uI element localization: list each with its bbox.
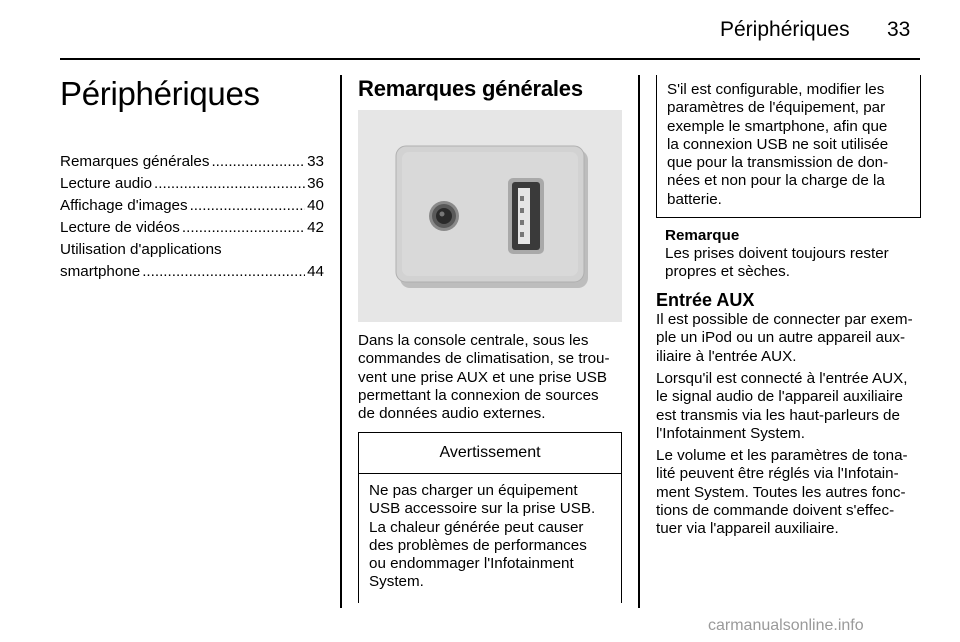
aux-jack-icon [429,201,459,231]
toc-entry[interactable] [60,217,324,239]
aux-usb-port-figure [358,110,622,322]
toc-entry-page: 36 [307,175,324,192]
text-line: Le volume et les paramètres de tona- [656,447,908,464]
warning-continued-text [657,75,920,209]
text-line: Dans la console centrale, sous les [358,332,589,349]
toc-entry-page: 33 [307,153,324,170]
page-number: 33 [887,18,911,41]
toc-leader-dots [182,217,305,239]
toc-leader-dots [211,151,305,173]
watermark: carmanualsonline.info [708,617,864,634]
text-line: est transmis via les haut-parleurs de [656,406,900,424]
text-line: l'Infotainment System. [656,424,805,442]
toc-entry-label: Lecture de vidéos [60,219,180,236]
aux-input-heading: Entrée AUX [656,290,755,310]
text-line: tuer via l'appareil auxiliaire. [656,520,839,538]
toc-entry[interactable] [60,239,324,283]
text-line: Ne pas charger un équipement [369,482,578,499]
text-line: vent une prise AUX et une prise USB [358,368,608,386]
panel-face [402,152,578,276]
text-line: lité peuvent être réglés via l'Infotain- [656,465,899,483]
aux-paragraph-1 [656,311,924,366]
toc-entry-page: 42 [307,219,324,236]
usb-port-icon [508,178,544,254]
header-rule [60,58,920,60]
text-line: System. [369,573,424,591]
text-line: tions de commande doivent s'effec- [656,501,895,519]
text-line: La chaleur générée peut causer [369,518,584,536]
section-intro-paragraph [358,332,626,423]
warning-box-continued [656,75,921,218]
text-line: Lorsqu'il est connecté à l'entrée AUX, [656,370,908,387]
text-line: ment System. Toutes les autres fonc- [656,483,906,501]
text-line: nées et non pour la charge de la [667,172,885,190]
text-line: ou endommager l'Infotainment [369,555,574,573]
text-line: la connexion USB ne soit utilisée [667,135,889,153]
text-line: paramètres de l'équipement, par [667,99,886,117]
aux-usb-panel-illustration [358,110,622,322]
text-line: que pour la transmission de don- [667,154,889,172]
toc-leader-dots [142,261,305,283]
text-line: commandes de climatisation, se trou- [358,350,610,368]
table-of-contents [60,151,324,283]
toc-entry-label-cont: smartphone [60,263,141,280]
text-line: propres et sèches. [665,263,790,281]
running-header-title: Périphériques [720,18,850,41]
toc-leader-dots [190,195,306,217]
warning-heading: Avertissement [359,433,621,474]
column-divider-left [340,75,342,608]
text-line: permettant la connexion de sources [358,386,599,404]
column-divider-right [638,75,640,608]
toc-entry-page: 44 [307,263,324,280]
text-line: iliaire à l'entrée AUX. [656,347,797,365]
warning-box [358,432,622,603]
text-line: des problèmes de performances [369,536,587,554]
toc-entry[interactable] [60,151,324,173]
toc-leader-dots [154,173,305,195]
text-line: Il est possible de connecter par exem- [656,311,913,328]
text-line: S'il est configurable, modifier les [667,81,885,98]
text-line: exemple le smartphone, afin que [667,117,888,135]
toc-entry[interactable] [60,173,324,195]
note-title: Remarque [665,227,740,244]
chapter-title: Périphériques [60,75,260,112]
section-title: Remarques générales [358,76,583,101]
text-line: Les prises doivent toujours rester [665,245,889,262]
toc-entry-label: Utilisation d'applications [60,241,222,258]
text-line: USB accessoire sur la prise USB. [369,500,596,518]
toc-entry-label: Remarques générales [60,153,210,170]
aux-paragraph-2 [656,370,924,443]
toc-entry-label: Lecture audio [60,175,153,192]
warning-text [359,474,621,592]
text-line: le signal audio de l'appareil auxiliaire [656,388,903,406]
text-line: ple un iPod ou un autre appareil aux- [656,329,906,347]
toc-entry-label: Affichage d'images [60,197,188,214]
text-line: batterie. [667,190,722,208]
aux-paragraph-3 [656,447,924,538]
text-line: de données audio externes. [358,405,546,423]
note-text [665,245,920,282]
toc-entry[interactable] [60,195,324,217]
toc-entry-page: 40 [307,197,324,214]
